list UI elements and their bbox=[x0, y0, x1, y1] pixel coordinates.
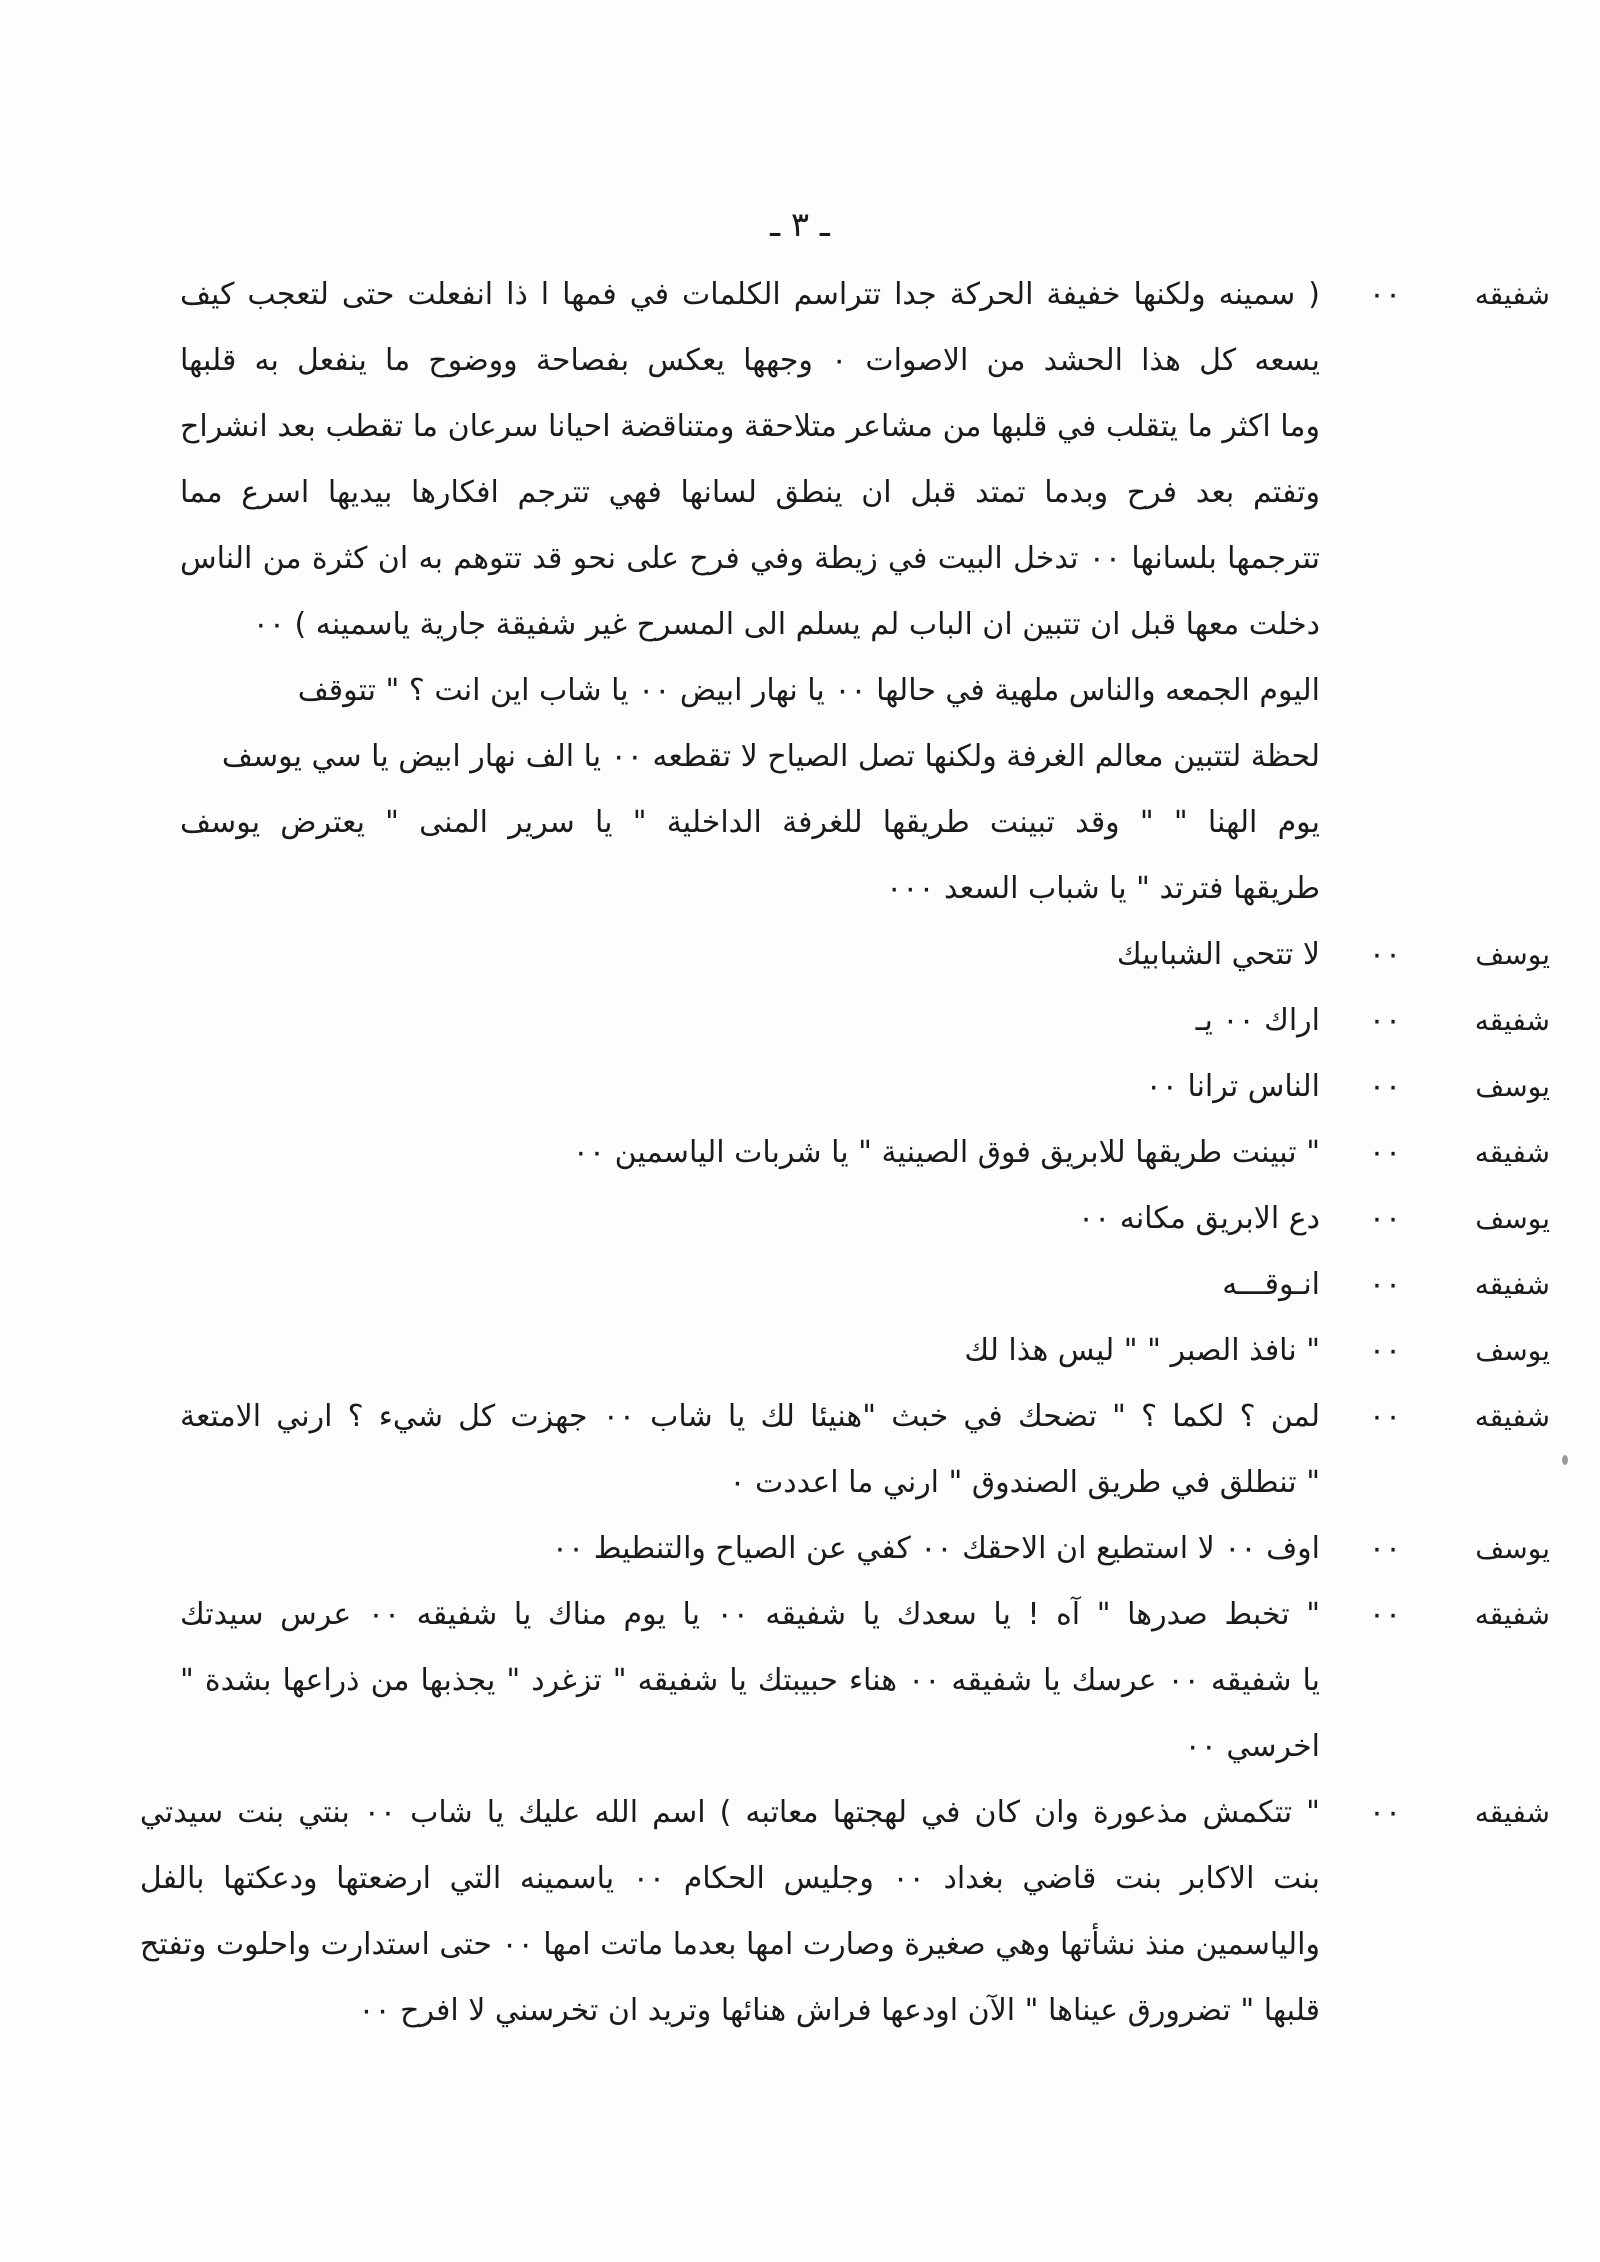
speaker-separator: ٠٠ bbox=[1368, 1267, 1402, 1302]
dialogue-text bbox=[50, 1252, 1320, 1318]
speaker-separator: ٠٠ bbox=[1368, 277, 1402, 312]
speaker-separator: ٠٠ bbox=[1368, 1597, 1402, 1632]
speaker-name: شفيقه bbox=[1474, 1796, 1550, 1829]
text-line: دخلت معها قبل ان تتبين ان الباب لم يسلم الى المسرح غير شفيقة جارية ياسمينه ) ٠٠ bbox=[252, 607, 1320, 642]
text-line: يسعه كل هذا الحشد من الاصوات ٠ وجهها يعكس بفصاحة ووضوح ما ينفعل به قلبها bbox=[180, 343, 1320, 378]
dialogue-entry bbox=[50, 1582, 1550, 1780]
text-line: " تخبط صدرها " آه ! يا سعدك يا شفيقه ٠٠ يا يوم مناك يا شفيقه ٠٠ عرس سيدتك bbox=[180, 1597, 1320, 1632]
speaker-separator: ٠٠ bbox=[1368, 1531, 1402, 1566]
text-line: وتفتم بعد فرح وبدما تمتد قبل ان ينطق لسانها فهي تترجم افكارها بيديها اسرع مما bbox=[180, 475, 1320, 510]
text-line: " تتكمش مذعورة وان كان في لهجتها معاتبه ) اسم الله عليك يا شاب ٠٠ بنتي بنت سيدتي bbox=[139, 1795, 1320, 1830]
text-line: " نافذ الصبر " " ليس هذا لك bbox=[964, 1333, 1320, 1368]
dialogue-text bbox=[50, 922, 1320, 988]
text-line: والياسمين منذ نشأتها وهي صغيرة وصارت امها بعدما ماتت امها ٠٠ حتى استدارت واحلوت وتفتح bbox=[139, 1927, 1320, 1962]
text-line: تترجمها بلسانها ٠٠ تدخل البيت في زيطة وفي فرح على نحو قد تتوهم به ان كثرة من الناس bbox=[180, 541, 1320, 576]
speaker-separator: ٠٠ bbox=[1368, 1333, 1402, 1368]
text-line: " تبينت طريقها للابريق فوق الصينية " يا شربات الياسمين ٠٠ bbox=[572, 1135, 1320, 1170]
text-line: اوف ٠٠ لا استطيع ان الاحقك ٠٠ كفي عن الصياح والتنطيط ٠٠ bbox=[551, 1531, 1320, 1566]
text-line: طريقها فترتد " يا شباب السعد ٠٠٠ bbox=[886, 871, 1320, 906]
text-line: " تنطلق في طريق الصندوق " ارني ما اعددت ٠ bbox=[729, 1465, 1320, 1500]
speaker-name: يوسف bbox=[1475, 1532, 1550, 1565]
dialogue-text bbox=[50, 988, 1320, 1054]
dialogue-entry bbox=[50, 1252, 1550, 1318]
speaker-separator: ٠٠ bbox=[1368, 937, 1402, 972]
text-line: لحظة لتتبين معالم الغرفة ولكنها تصل الصياح لا تقطعه ٠٠ يا الف نهار ابيض يا سي يوسف bbox=[221, 739, 1320, 774]
speaker-name: يوسف bbox=[1475, 1334, 1550, 1367]
dialogue-entry bbox=[50, 1384, 1550, 1516]
text-line: دع الابريق مكانه ٠٠ bbox=[1077, 1201, 1320, 1236]
text-line: لا تتحي الشبابيك bbox=[1116, 937, 1320, 972]
text-line: قلبها " تضرورق عيناها " الآن اودعها فراش هنائها وتريد ان تخرسني لا افرح ٠٠ bbox=[358, 1993, 1320, 2028]
text-line: وما اكثر ما يتقلب في قلبها من مشاعر متلاحقة ومتناقضة احيانا سرعان ما تقطب بعد انشراح bbox=[180, 409, 1320, 444]
speaker-separator: ٠٠ bbox=[1368, 1135, 1402, 1170]
dialogue-entry bbox=[50, 988, 1550, 1054]
text-line: اخرسي ٠٠ bbox=[1184, 1729, 1320, 1764]
dialogue-entry bbox=[50, 1186, 1550, 1252]
dialogue-text bbox=[50, 1384, 1320, 1516]
speaker-separator: ٠٠ bbox=[1368, 1399, 1402, 1434]
scan-speck bbox=[1562, 1455, 1568, 1465]
dialogue-text bbox=[10, 1780, 1320, 2044]
speaker-name: شفيقه bbox=[1474, 1400, 1550, 1433]
speaker-separator: ٠٠ bbox=[1368, 1003, 1402, 1038]
dialogue-text bbox=[50, 1054, 1320, 1120]
speaker-name: يوسف bbox=[1475, 938, 1550, 971]
dialogue-entry bbox=[50, 1120, 1550, 1186]
dialogue-entry bbox=[50, 1516, 1550, 1582]
speaker-separator: ٠٠ bbox=[1368, 1201, 1402, 1236]
speaker-name: شفيقه bbox=[1474, 1136, 1550, 1169]
text-line: انـوقـــه bbox=[1222, 1267, 1320, 1302]
text-line: يوم الهنا " " وقد تبينت طريقها للغرفة الداخلية " يا سرير المنى " يعترض يوسف bbox=[180, 805, 1320, 840]
text-line: لمن ؟ لكما ؟ " تضحك في خبث "هنيئا لك يا شاب ٠٠ جهزت كل شيء ؟ ارني الامتعة bbox=[180, 1399, 1320, 1434]
speaker-name: شفيقه bbox=[1474, 1004, 1550, 1037]
speaker-name: شفيقه bbox=[1474, 1268, 1550, 1301]
page-number: ـ ٣ ـ bbox=[770, 205, 830, 245]
dialogue-entry bbox=[50, 922, 1550, 988]
dialogue-entry bbox=[50, 1780, 1550, 2044]
dialogue-text bbox=[50, 1318, 1320, 1384]
speaker-separator: ٠٠ bbox=[1368, 1069, 1402, 1104]
script-body bbox=[50, 262, 1550, 2044]
text-line: الناس ترانا ٠٠ bbox=[1145, 1069, 1320, 1104]
dialogue-entry bbox=[50, 1054, 1550, 1120]
dialogue-text bbox=[50, 1120, 1320, 1186]
text-line: اراك ٠٠ يـ bbox=[1195, 1003, 1320, 1038]
text-line: يا شفيقه ٠٠ عرسك يا شفيقه ٠٠ هناء حبيبتك يا شفيقه " تزغرد " يجذبها من ذراعها بشدة " bbox=[180, 1663, 1320, 1698]
speaker-name: يوسف bbox=[1475, 1070, 1550, 1103]
dialogue-text bbox=[50, 1516, 1320, 1582]
dialogue-text bbox=[50, 1582, 1320, 1780]
dialogue-entry bbox=[50, 1318, 1550, 1384]
text-line: اليوم الجمعه والناس ملهية في حالها ٠٠ يا نهار ابيض ٠٠ يا شاب اين انت ؟ " تتوقف bbox=[297, 673, 1320, 708]
dialogue-entry bbox=[50, 262, 1550, 922]
speaker-name: شفيقه bbox=[1474, 278, 1550, 311]
text-line: بنت الاكابر بنت قاضي بغداد ٠٠ وجليس الحكام ٠٠ ياسمينه التي ارضعتها ودعكتها بالفل bbox=[139, 1861, 1320, 1896]
dialogue-text bbox=[50, 1186, 1320, 1252]
dialogue-text bbox=[50, 262, 1320, 922]
text-line: ( سمينه ولكنها خفيفة الحركة جدا تتراسم الكلمات في فمها ا ذا انفعلت حتى لتعجب كيف bbox=[180, 277, 1320, 312]
speaker-separator: ٠٠ bbox=[1368, 1795, 1402, 1830]
speaker-name: شفيقه bbox=[1474, 1598, 1550, 1631]
speaker-name: يوسف bbox=[1475, 1202, 1550, 1235]
